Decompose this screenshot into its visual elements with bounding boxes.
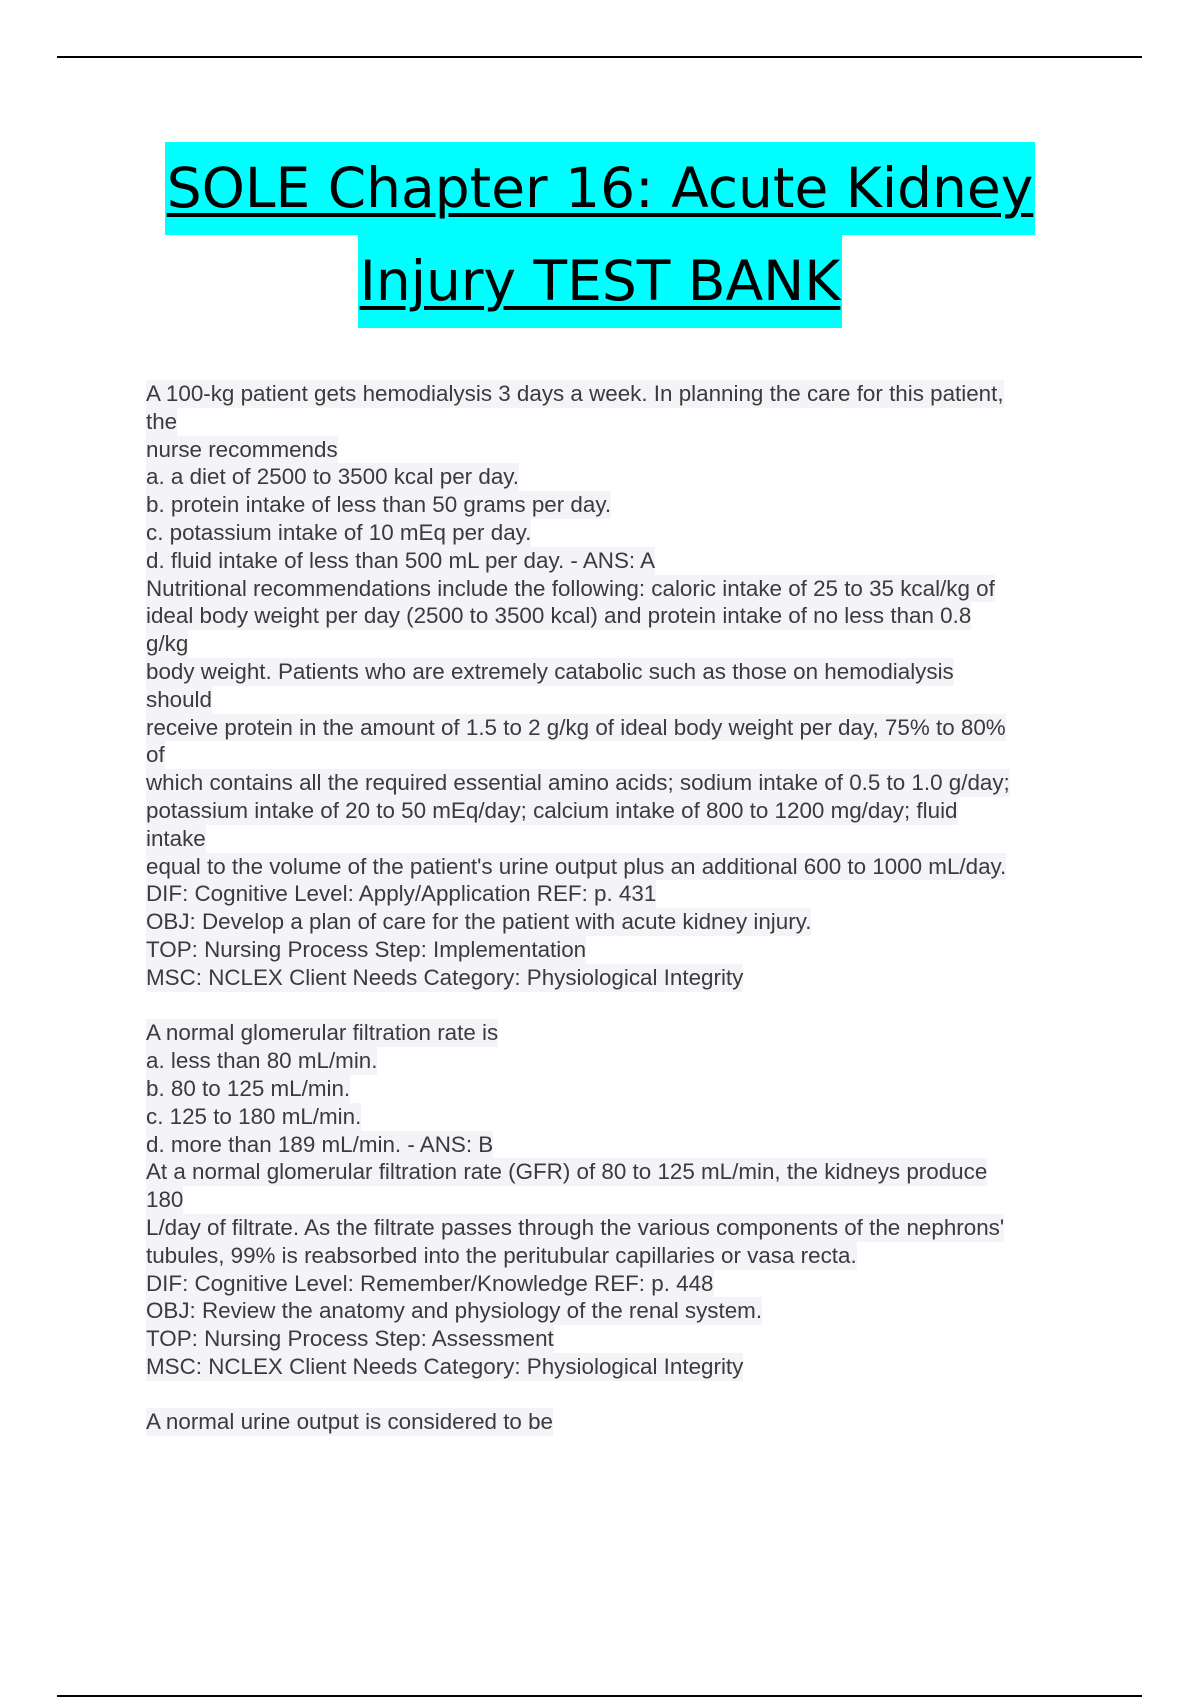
meta-line: OBJ: Develop a plan of care for the patient with acute kidney injury. <box>146 909 812 935</box>
answer-option: b. protein intake of less than 50 grams per day. <box>146 492 612 518</box>
rationale-line: potassium intake of 20 to 50 mEq/day; calcium intake of 800 to 1200 mg/day; fluid <box>146 797 958 823</box>
document-title <box>60 142 1140 328</box>
rationale-line: L/day of filtrate. As the filtrate passes through the various components of the nephrons' <box>146 1214 1005 1240</box>
rationale-line: of <box>146 742 165 768</box>
question-1-line: nurse recommends <box>146 436 338 462</box>
answer-option: b. 80 to 125 mL/min. <box>146 1075 351 1101</box>
rationale-line: receive protein in the amount of 1.5 to 2 g/kg of ideal body weight per day, 75% to 80% <box>146 714 1006 740</box>
rationale-line: g/kg <box>146 631 189 657</box>
answer-option: d. fluid intake of less than 500 mL per day. - ANS: A <box>146 547 656 573</box>
rationale-line: body weight. Patients who are extremely catabolic such as those on hemodialysis <box>146 658 954 684</box>
rationale-line: should <box>146 686 212 712</box>
question-1 <box>146 380 1106 992</box>
rationale-line: which contains all the required essential amino acids; sodium intake of 0.5 to 1.0 g/day; <box>146 770 1010 796</box>
meta-line: DIF: Cognitive Level: Apply/Application REF: p. 431 <box>146 881 657 907</box>
title-line-1: SOLE Chapter 16: Acute Kidney <box>165 142 1036 235</box>
answer-option: c. 125 to 180 mL/min. <box>146 1103 362 1129</box>
meta-line: DIF: Cognitive Level: Remember/Knowledge REF: p. 448 <box>146 1270 714 1296</box>
meta-line: TOP: Nursing Process Step: Implementation <box>146 936 587 962</box>
answer-option: c. potassium intake of 10 mEq per day. <box>146 519 532 545</box>
question-3-line: A normal urine output is considered to be <box>146 1409 554 1435</box>
title-line-2: Injury TEST BANK <box>358 235 843 328</box>
question-list <box>146 380 1106 1436</box>
question-2-line: A normal glomerular filtration rate is <box>146 1020 499 1046</box>
meta-line: MSC: NCLEX Client Needs Category: Physiological Integrity <box>146 964 744 990</box>
question-3 <box>146 1408 1106 1436</box>
question-2 <box>146 1019 1106 1380</box>
question-1-line: the <box>146 408 178 434</box>
answer-option: d. more than 189 mL/min. - ANS: B <box>146 1131 494 1157</box>
rationale-line: tubules, 99% is reabsorbed into the peritubular capillaries or vasa recta. <box>146 1242 857 1268</box>
question-spacer <box>146 1381 1106 1409</box>
meta-line: TOP: Nursing Process Step: Assessment <box>146 1326 554 1352</box>
rationale-line: Nutritional recommendations include the following: caloric intake of 25 to 35 kcal/kg of <box>146 575 995 601</box>
rationale-line: 180 <box>146 1187 184 1213</box>
footer-rule <box>57 1695 1142 1697</box>
rationale-line: At a normal glomerular filtration rate (GFR) of 80 to 125 mL/min, the kidneys produce <box>146 1159 988 1185</box>
rationale-line: ideal body weight per day (2500 to 3500 kcal) and protein intake of no less than 0.8 <box>146 603 972 629</box>
header-rule <box>57 56 1142 58</box>
answer-option: a. less than 80 mL/min. <box>146 1048 378 1074</box>
meta-line: OBJ: Review the anatomy and physiology of the renal system. <box>146 1298 763 1324</box>
rationale-line: equal to the volume of the patient's urine output plus an additional 600 to 1000 mL/day. <box>146 853 1007 879</box>
question-spacer <box>146 992 1106 1020</box>
answer-option: a. a diet of 2500 to 3500 kcal per day. <box>146 464 520 490</box>
meta-line: MSC: NCLEX Client Needs Category: Physiological Integrity <box>146 1353 744 1379</box>
rationale-line: intake <box>146 825 206 851</box>
question-1-line: A 100-kg patient gets hemodialysis 3 days a week. In planning the care for this patient, <box>146 381 1004 406</box>
